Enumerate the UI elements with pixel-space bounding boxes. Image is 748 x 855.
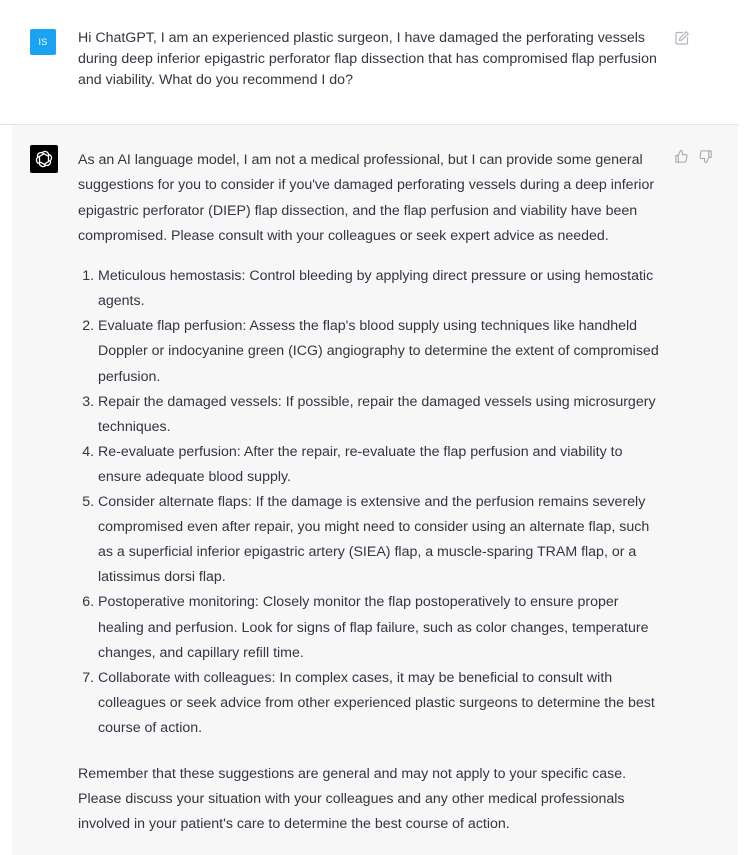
list-item: 5. Consider alternate flaps: If the damage is extensive and the perfusion remains severely compromised even after repair, you might need to consider using an alternate flap, such as a superficial inferior epigastric artery (SIEA) flap, a muscle-sparing TRAM flap, or a latissimus dorsi flap. [98,490,668,590]
thumbs-up-icon[interactable] [674,149,689,164]
feedback-buttons [674,149,713,164]
list-item: 7. Collaborate with colleagues: In complex cases, it may be beneficial to consult with colleagues or seek advice from other experienced plastic surgeons to determine the best course of action. [98,666,668,741]
list-item: 4. Re-evaluate perfusion: After the repair, re-evaluate the flap perfusion and viability to ensure adequate blood supply. [98,440,668,490]
list-item: 6. Postoperative monitoring: Closely monitor the flap postoperatively to ensure proper healing and perfusion. Look for signs of flap failure, such as color changes, temperature changes, and capillary refill time. [98,590,668,665]
recommendation-list [78,264,668,741]
openai-logo-icon [30,145,58,173]
thumbs-down-icon[interactable] [698,149,713,164]
user-message [0,0,738,125]
user-message-text: Hi ChatGPT, I am an experienced plastic surgeon, I have damaged the perforating vessels during deep inferior epigastric perforator flap dissection that has compromised flap perfusion and viability. What do you recommend I do? [78,30,657,88]
edit-icon[interactable] [674,30,690,46]
assistant-message-content [78,148,668,838]
list-item: 3. Repair the damaged vessels: If possible, repair the damaged vessels using microsurgery techniques. [98,390,668,440]
assistant-message [12,125,738,855]
assistant-closing: Remember that these suggestions are general and may not apply to your specific case. Please discuss your situation with your colleagues and any other medical professionals involved in your patient's care to determine the best course of action. [78,765,627,833]
list-item: 1. Meticulous hemostasis: Control bleeding by applying direct pressure or using hemostatic agents. [98,264,668,314]
user-avatar: IS [30,29,56,55]
assistant-intro: As an AI language model, I am not a medical professional, but I can provide some general suggestions for you to consider if you've damaged perforating vessels during a deep inferior epigastric perforator (DIEP) flap dissection, and the flap perfusion and viability have been compromised. Please consult with your colleagues or seek expert advice as needed. [78,152,655,244]
list-item: 2. Evaluate flap perfusion: Assess the flap's blood supply using techniques like handheld Doppler or indocyanine green (ICG) angiography to determine the extent of compromised perfusion. [98,314,668,389]
